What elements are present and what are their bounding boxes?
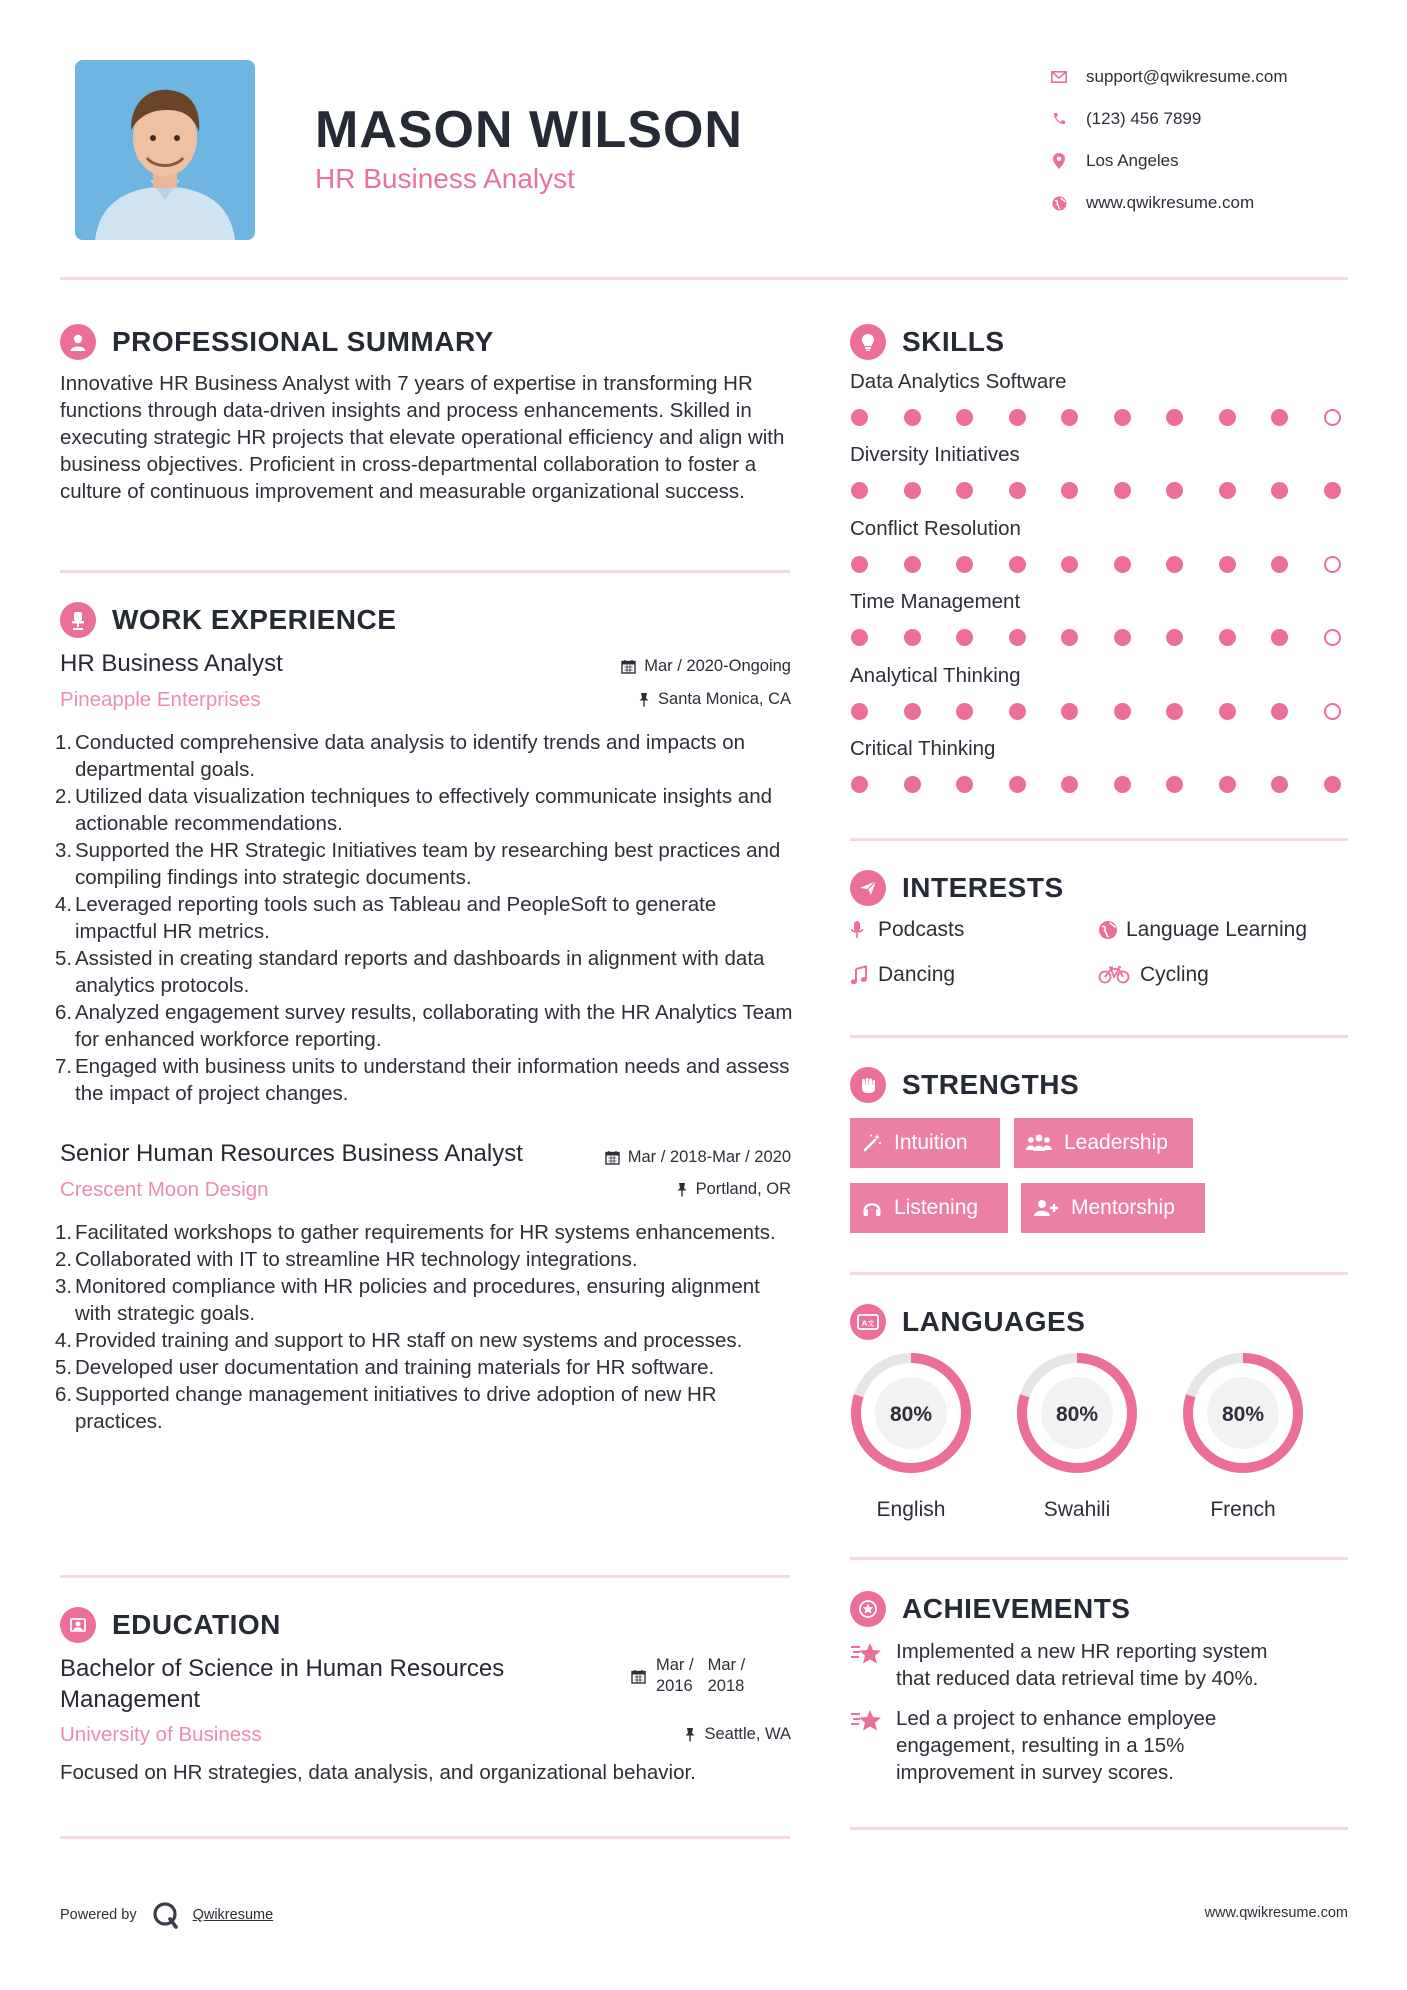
skill-name: Time Management [850,590,1021,614]
job-responsibilities [55,1219,800,1435]
rating-dot [956,703,973,720]
language-percent: 80% [1221,1403,1265,1426]
contact-phone[interactable] [1050,98,1380,140]
lightbulb-icon [850,324,886,360]
magic-wand-icon [862,1133,882,1153]
graduation-icon [60,1607,96,1643]
school-name: University of Business [60,1723,262,1746]
skill-name: Critical Thinking [850,737,996,760]
language-card-icon [850,1304,886,1340]
language-name: English [876,1498,946,1521]
phone-text: (123) 456 7899 [1086,109,1202,128]
strengths-heading: STRENGTHS [850,1067,1079,1103]
rating-dot [904,409,921,426]
rating-dot [1219,703,1236,720]
calendar-icon [621,659,636,674]
rating-dot [1271,776,1288,793]
music-note-icon [850,965,870,985]
strength-chip-intuition: Intuition [850,1118,1000,1168]
rating-dot [1009,703,1026,720]
rating-dot [851,409,868,426]
achievement-item: Implemented a new HR reporting system that reduced data retrieval time by 40%. [850,1638,1267,1692]
rating-dot [1219,409,1236,426]
rating-dot [1271,482,1288,499]
list-item: 3. Supported the HR Strategic Initiatives team by researching best practices and compiling findings into strategic documents. [55,839,781,889]
skill-rating [851,409,1341,426]
achievement-item: Led a project to enhance employee engagement, resulting in a 15% improvement in survey scores. [850,1705,1216,1786]
rating-dot [904,482,921,499]
language-name: Swahili [1043,1498,1111,1521]
strengths-divider [850,1272,1348,1275]
skills-divider [850,838,1348,841]
rating-dot [1271,629,1288,646]
education-heading: EDUCATION [60,1607,281,1643]
summary-text: Innovative HR Business Analyst with 7 years of expertise in transforming HR functions through data-driven insights and process enhancements. Skilled in executing strategic HR projects that elevate operational efficiency and align with business objectives. Proficient in cross-departmental collaboration to foster a culture of continuous improvement and measurable organizational success. [60,372,785,503]
rating-dot [956,629,973,646]
language-progress-ring [849,1351,973,1475]
interests-divider [850,1035,1348,1038]
rating-dot [1271,703,1288,720]
skill-rating [851,556,1341,573]
list-item: 2. Collaborated with IT to streamline HR technology integrations. [55,1248,638,1271]
svg-text:A文: A文 [861,1319,875,1328]
languages-divider [850,1557,1348,1560]
rating-dot [1114,409,1131,426]
skill-name: Data Analytics Software [850,370,1067,393]
rating-dot [1271,409,1288,426]
job-title: HR Business Analyst [60,650,283,677]
education-divider [60,1836,790,1839]
languages-heading: A文 LANGUAGES [850,1304,1085,1340]
rating-dot [1009,556,1026,573]
rating-dot [1219,776,1236,793]
interests-heading: INTERESTS [850,870,1064,906]
education-dates: Mar / 2016 Mar / 2018 [631,1655,745,1697]
rating-dot [1009,482,1026,499]
language-item [1015,1351,1139,1522]
language-progress-ring [1181,1351,1305,1475]
rating-dot [1061,409,1078,426]
rating-dot [1009,629,1026,646]
job-dates: Mar / 2020-Ongoing [520,657,791,676]
contact-website[interactable] [1050,182,1380,224]
rating-dot [1166,703,1183,720]
rating-dot [904,776,921,793]
education-location: Seattle, WA [560,1725,791,1744]
rating-dot [1114,556,1131,573]
microphone-icon [850,920,870,940]
website-text: www.qwikresume.com [1086,193,1255,212]
strength-chip-listening: Listening [850,1183,1008,1233]
skill-rating [851,776,1341,793]
rating-dot [1219,556,1236,573]
rating-dot [1219,482,1236,499]
office-chair-icon [60,602,96,638]
rating-dot [1271,556,1288,573]
summary-divider [60,570,790,573]
interest-language-learning: Language Learning [1098,918,1307,942]
rating-dot [851,482,868,499]
rating-dot [1166,556,1183,573]
contact-location [1050,140,1380,182]
rating-dot [1009,409,1026,426]
rating-dot [851,776,868,793]
rating-dot [1324,556,1341,573]
job-location: Santa Monica, CA [520,690,791,709]
summary-heading: PROFESSIONAL SUMMARY [60,324,494,360]
rating-dot [1061,482,1078,499]
rating-dot [1324,703,1341,720]
language-progress-ring [1015,1351,1139,1475]
rating-dot [1114,703,1131,720]
candidate-name: MASON WILSON [315,101,743,159]
footer-powered-by: Powered by Qwikresume [60,1900,273,1930]
list-item: 5. Developed user documentation and training materials for HR software. [55,1356,715,1379]
email-text: support@qwikresume.com [1086,67,1288,86]
rating-dot [1061,703,1078,720]
rating-dot [1061,556,1078,573]
list-item: 3. Monitored compliance with HR policies and procedures, ensuring alignment with strategic goals. [55,1275,760,1325]
pushpin-icon [684,1727,696,1742]
candidate-title: HR Business Analyst [315,163,575,194]
list-item: 6. Supported change management initiatives to drive adoption of new HR practices. [55,1383,717,1433]
skill-rating [851,703,1341,720]
skill-name: Analytical Thinking [850,663,1021,687]
strength-chip-mentorship: Mentorship [1021,1183,1205,1233]
footer-website[interactable]: www.qwikresume.com [1204,1905,1348,1921]
globe-icon [1050,194,1068,212]
headphones-icon [862,1198,882,1218]
add-user-icon [1033,1198,1059,1218]
rating-dot [851,629,868,646]
list-item: 1. Conducted comprehensive data analysis to identify trends and impacts on departmental goals. [55,731,746,781]
job-location: Portland, OR [560,1180,791,1199]
interest-dancing: Dancing [850,963,955,987]
interest-cycling: Cycling [1098,963,1209,987]
group-icon [1026,1133,1052,1153]
rating-dot [1009,776,1026,793]
rating-dot [1324,409,1341,426]
globe-icon [1098,920,1118,940]
bicycle-icon [1098,966,1132,984]
skill-name: Conflict Resolution [850,516,1021,540]
pushpin-icon [638,692,650,707]
rating-dot [1114,482,1131,499]
profile-photo [75,60,255,240]
rating-dot [956,409,973,426]
qwikresume-link[interactable]: Qwikresume [192,1907,274,1923]
header-divider [60,277,1348,280]
interest-podcasts: Podcasts [850,918,964,942]
pushpin-icon [676,1182,688,1197]
paper-plane-icon [850,870,886,906]
rating-dot [1324,482,1341,499]
company-name: Crescent Moon Design [60,1178,269,1201]
language-item [1181,1351,1305,1522]
skill-name: Diversity Initiatives [850,443,1020,467]
skills-heading: SKILLS [850,324,1005,360]
calendar-icon [631,1669,646,1684]
achievements-divider [850,1827,1348,1830]
language-percent: 80% [889,1403,933,1426]
qwikresume-logo-icon [151,1900,181,1930]
contact-email[interactable] [1050,56,1380,98]
rating-dot [1324,776,1341,793]
fist-icon [850,1067,886,1103]
job-responsibilities [55,729,800,1107]
rating-dot [1114,629,1131,646]
rating-dot [1166,776,1183,793]
rating-dot [1166,482,1183,499]
strength-chip-leadership: Leadership [1014,1118,1193,1168]
list-item: 2. Utilized data visualization techniques to effectively communicate insights and actionable recommendations. [55,785,772,835]
job-title: Senior Human Resources Business Analyst [60,1140,523,1167]
contact-block [1050,56,1380,224]
rating-dot [956,556,973,573]
list-item: 7. Engaged with business units to understand their information needs and assess the impact of project changes. [55,1055,790,1105]
rating-dot [851,703,868,720]
rating-dot [1219,629,1236,646]
star-badge-icon [850,1591,886,1627]
rating-dot [1114,776,1131,793]
rating-dot [1061,629,1078,646]
rating-dot [904,703,921,720]
rating-dot [1166,629,1183,646]
rating-dot [956,776,973,793]
list-item: 1. Facilitated workshops to gather requirements for HR systems enhancements. [55,1221,776,1244]
skill-rating [851,482,1341,499]
rating-dot [1324,629,1341,646]
envelope-icon [1050,68,1068,86]
phone-icon [1050,110,1068,128]
degree-title: Bachelor of Science in Human Resources Management [60,1655,505,1713]
shooting-star-icon [850,1638,886,1692]
list-item: 4. Leveraged reporting tools such as Tableau and PeopleSoft to generate impactful HR metrics. [55,893,717,943]
language-item [849,1351,973,1522]
rating-dot [904,556,921,573]
experience-divider [60,1575,790,1578]
map-pin-icon [1050,152,1068,170]
list-item: 5. Assisted in creating standard reports and dashboards in alignment with data analytics protocols. [55,947,765,997]
location-text: Los Angeles [1086,151,1179,170]
rating-dot [904,629,921,646]
language-percent: 80% [1055,1403,1099,1426]
experience-heading: WORK EXPERIENCE [60,602,396,638]
language-name: French [1210,1498,1276,1521]
list-item: 4. Provided training and support to HR staff on new systems and processes. [55,1329,743,1352]
rating-dot [956,482,973,499]
list-item: 6. Analyzed engagement survey results, collaborating with the HR Analytics Team for enhanced workforce reporting. [55,1001,793,1051]
education-description: Focused on HR strategies, data analysis, and organizational behavior. [60,1761,696,1784]
user-icon [60,324,96,360]
skill-rating [851,629,1341,646]
rating-dot [851,556,868,573]
rating-dot [1061,776,1078,793]
company-name: Pineapple Enterprises [60,688,261,711]
calendar-icon [605,1150,620,1165]
job-dates: Mar / 2018-Mar / 2020 [560,1148,791,1167]
rating-dot [1166,409,1183,426]
shooting-star-icon [850,1705,886,1786]
achievements-heading: ACHIEVEMENTS [850,1591,1130,1627]
